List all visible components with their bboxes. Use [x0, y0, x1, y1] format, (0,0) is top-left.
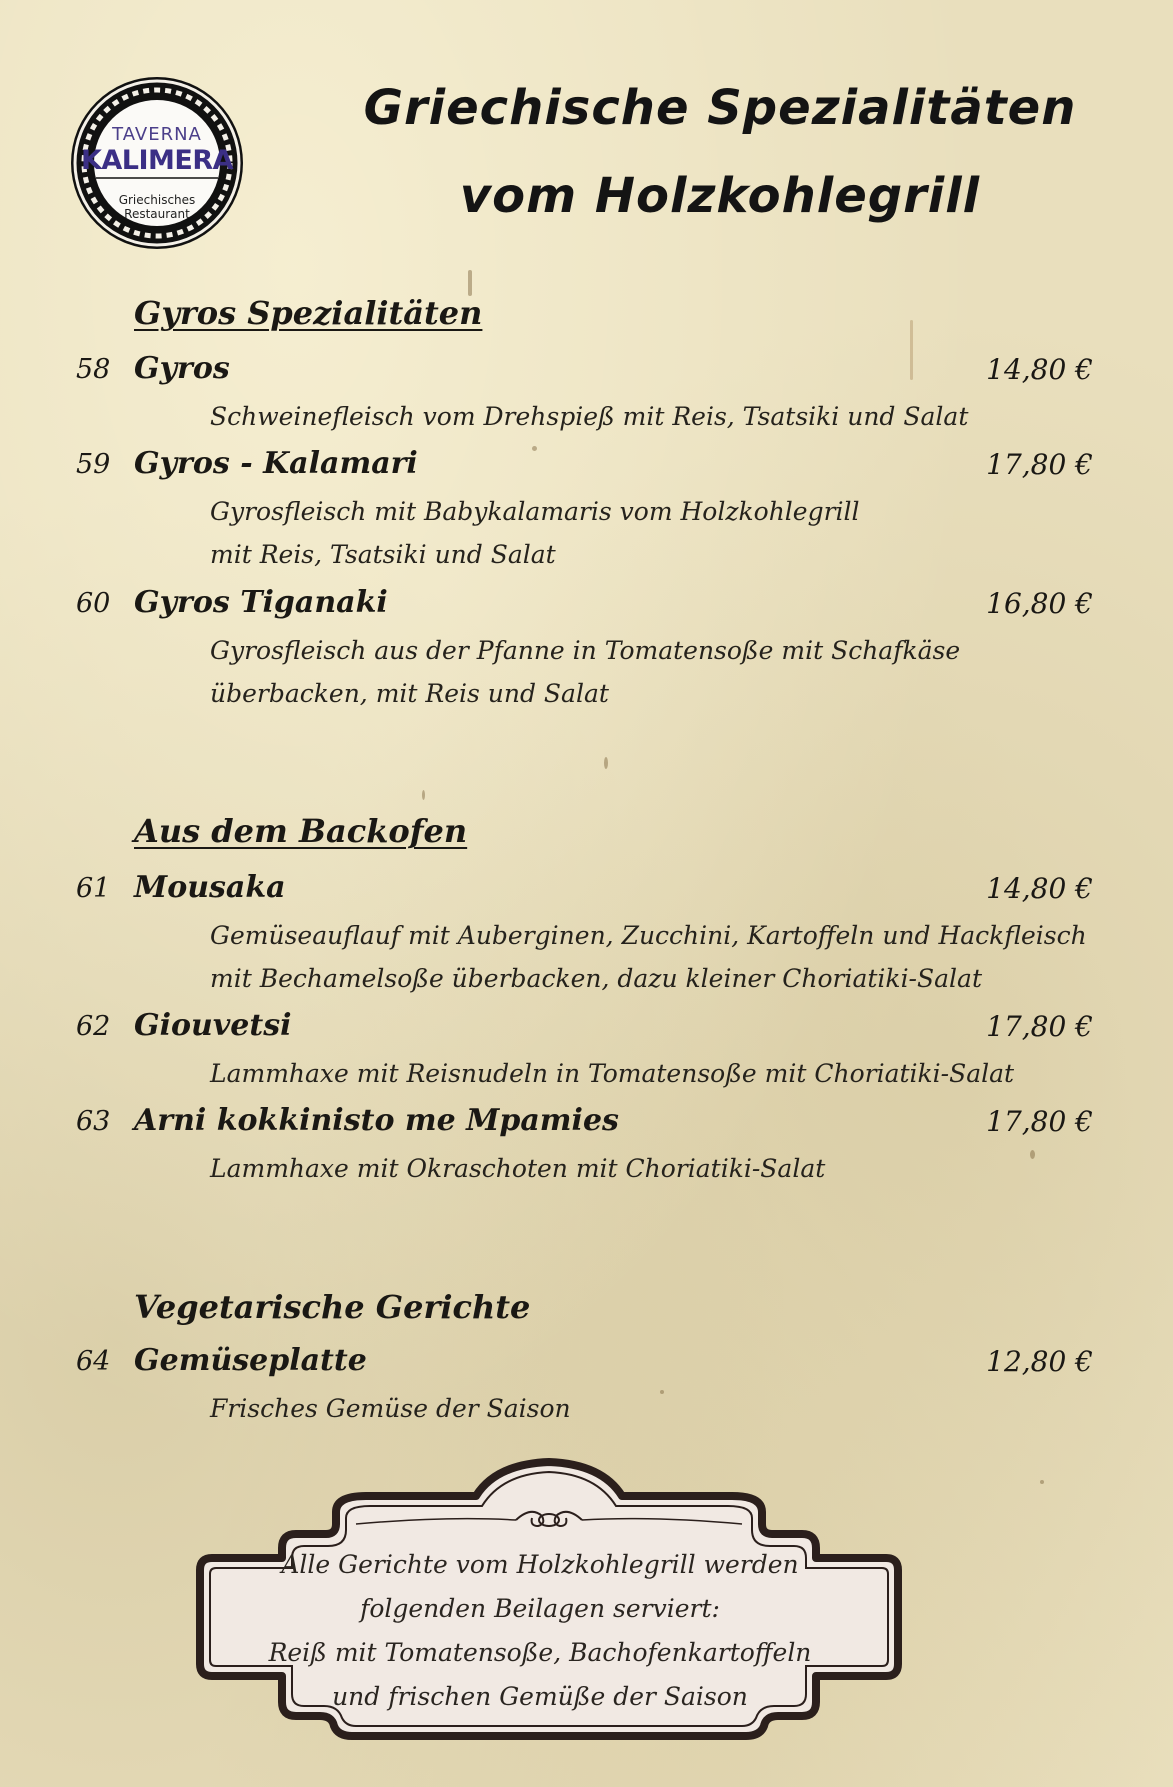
item-description: Schweinefleisch vom Drehspieß mit Reis, Tsatsiki und Salat [210, 402, 969, 431]
section-heading-backofen: Aus dem Backofen [134, 812, 468, 850]
item-number: 64 [76, 1346, 111, 1377]
logo-taverna: TAVERNA [112, 124, 202, 145]
item-description: Gemüseauflauf mit Auberginen, Zucchini, Kartoffeln und Hackfleisch [210, 921, 1087, 950]
item-name: Giouvetsi [134, 1008, 292, 1043]
logo-subtitle-2: Restaurant [124, 207, 190, 221]
page-title-line2: vom Holzkohlegrill [459, 168, 981, 224]
item-price: 17,80 € [986, 1105, 1093, 1138]
logo-subtitle [68, 193, 246, 221]
item-name: Gyros [134, 351, 230, 386]
section-heading-gyros: Gyros Spezialitäten [134, 294, 483, 332]
item-name: Gyros - Kalamari [134, 446, 418, 481]
paper-fleck [604, 757, 608, 769]
note-line-4: und frischen Gemüße der Saison [332, 1682, 748, 1711]
paper-fleck [1040, 1480, 1044, 1484]
item-price: 14,80 € [986, 872, 1093, 905]
item-price: 17,80 € [986, 448, 1093, 481]
logo-kalimera: KALIMERA [80, 145, 234, 176]
item-number: 60 [76, 588, 111, 619]
item-price: 17,80 € [986, 1010, 1093, 1043]
item-name: Gyros Tiganaki [134, 585, 388, 620]
item-name: Mousaka [134, 870, 286, 905]
note-line-2: folgenden Beilagen serviert: [360, 1594, 720, 1623]
logo-subtitle-1: Griechisches [118, 193, 196, 207]
item-description: Frisches Gemüse der Saison [210, 1394, 571, 1423]
paper-fleck [660, 1390, 664, 1394]
item-description: Lammhaxe mit Reisnudeln in Tomatensoße mit Choriatiki-Salat [210, 1059, 1015, 1088]
page-title-line1: Griechische Spezialitäten [363, 80, 1077, 136]
item-description: mit Bechamelsoße überbacken, dazu kleiner Choriatiki-Salat [210, 964, 982, 993]
paper-fleck [422, 790, 425, 800]
paper-fleck [468, 270, 472, 296]
note-line-3: Reiß mit Tomatensoße, Bachofenkartoffeln [268, 1638, 812, 1667]
paper-fleck [910, 320, 913, 380]
item-description: Gyrosfleisch mit Babykalamaris vom Holzkohlegrill [210, 497, 860, 526]
item-name: Gemüseplatte [134, 1343, 367, 1378]
item-price: 14,80 € [986, 353, 1093, 386]
item-description: mit Reis, Tsatsiki und Salat [210, 540, 556, 569]
item-description: überbacken, mit Reis und Salat [210, 679, 609, 708]
item-price: 12,80 € [986, 1345, 1093, 1378]
item-price: 16,80 € [986, 587, 1093, 620]
paper-fleck [532, 446, 537, 451]
note-line-1: Alle Gerichte vom Holzkohlegrill werden [281, 1550, 799, 1579]
item-number: 61 [76, 873, 111, 904]
item-number: 59 [76, 449, 111, 480]
item-description: Gyrosfleisch aus der Pfanne in Tomatensoße mit Schafkäse [210, 636, 961, 665]
item-description: Lammhaxe mit Okraschoten mit Choriatiki-Salat [210, 1154, 826, 1183]
item-number: 63 [76, 1106, 111, 1137]
item-name: Arni kokkinisto me Mpamies [134, 1103, 619, 1138]
item-number: 62 [76, 1011, 111, 1042]
item-number: 58 [76, 354, 111, 385]
section-heading-vegetarisch: Vegetarische Gerichte [134, 1288, 531, 1326]
paper-fleck [1030, 1150, 1035, 1159]
